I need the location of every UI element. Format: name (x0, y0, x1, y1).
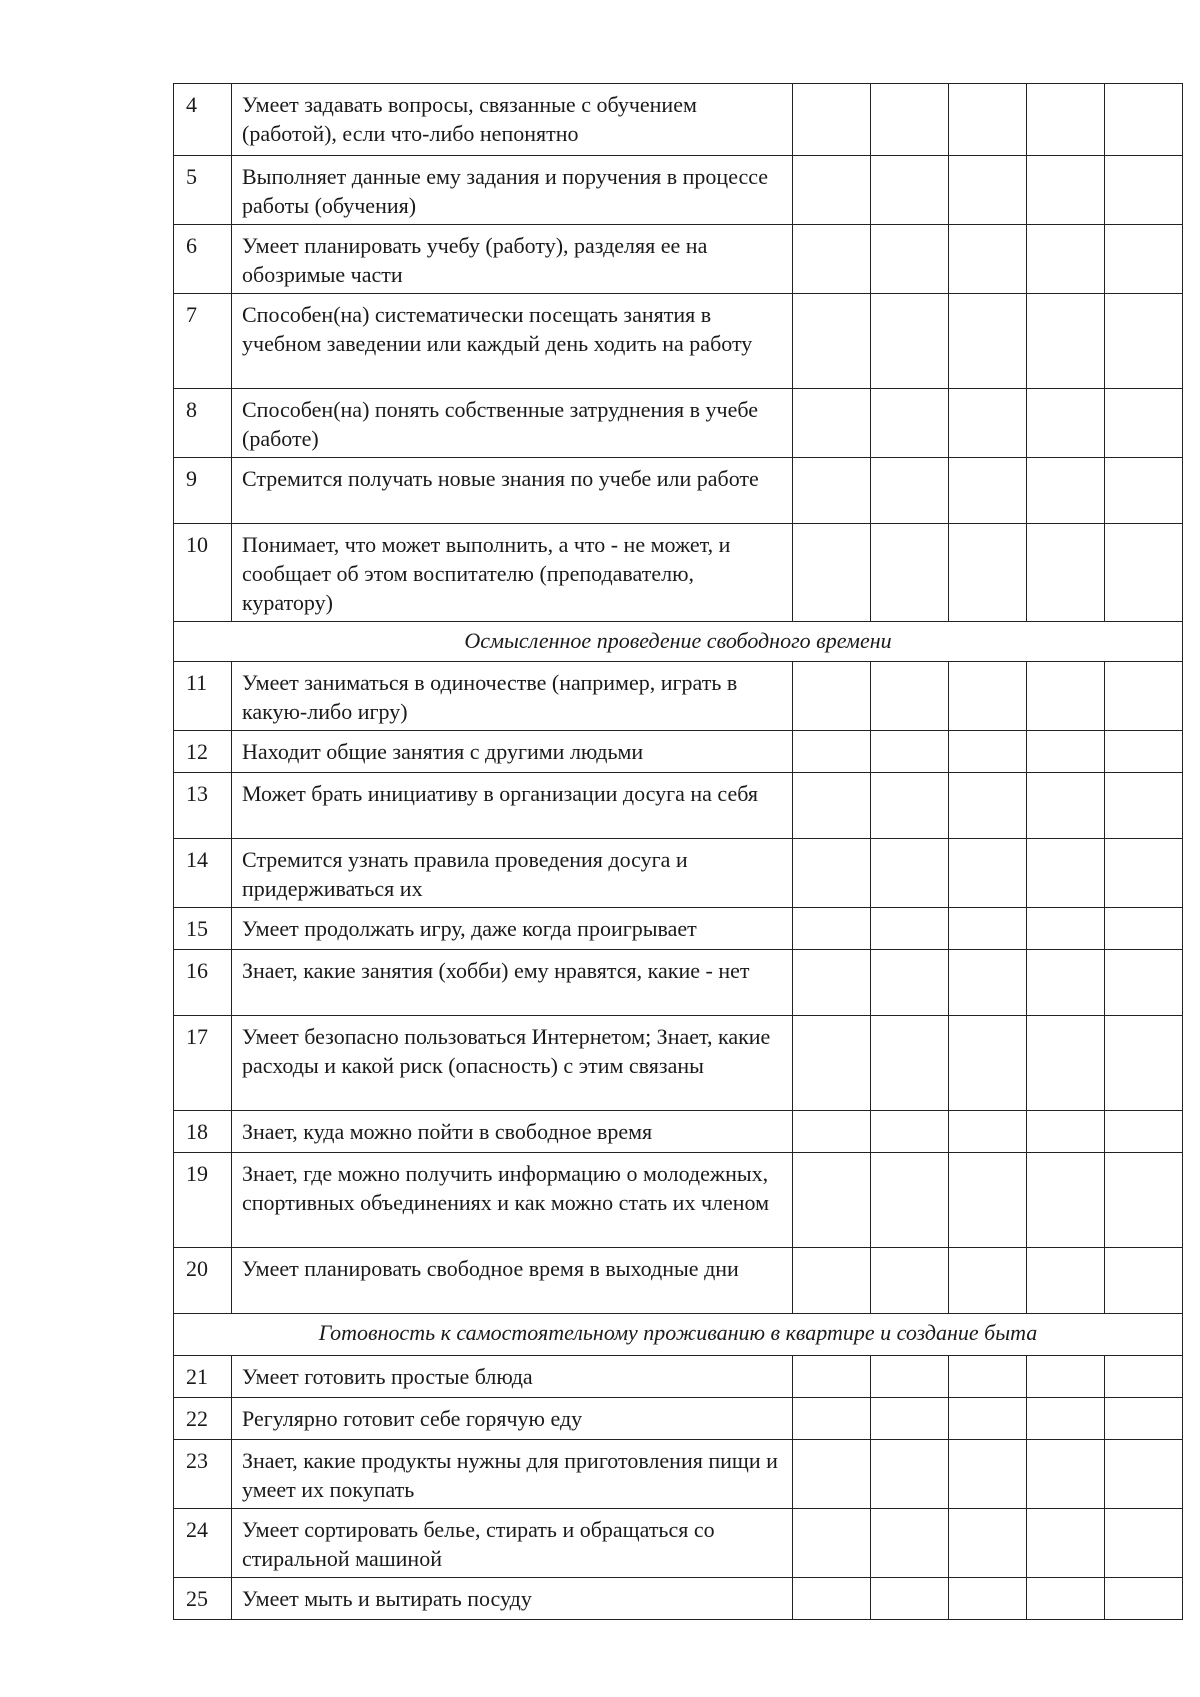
item-description: Умеет планировать свободное время в выходные дни (232, 1248, 793, 1314)
item-description: Знает, где можно получить информацию о молодежных, спортивных объединениях и как можно стать их членом (232, 1153, 793, 1248)
rating-cell-2 (871, 773, 949, 839)
rating-cell-3 (949, 458, 1027, 524)
table-row (174, 1356, 1183, 1398)
rating-cell-2 (871, 1248, 949, 1314)
item-number: 23 (174, 1440, 232, 1509)
rating-cell-4 (1027, 389, 1105, 458)
rating-cell-4 (1027, 524, 1105, 622)
rating-cell-1 (793, 908, 871, 950)
rating-cell-3 (949, 1111, 1027, 1153)
rating-cell-2 (871, 662, 949, 731)
rating-cell-3 (949, 389, 1027, 458)
rating-cell-4 (1027, 950, 1105, 1016)
item-description: Умеет сортировать белье, стирать и обращаться со стиральной машиной (232, 1509, 793, 1578)
item-number: 19 (174, 1153, 232, 1248)
rating-cell-4 (1027, 225, 1105, 294)
rating-cell-2 (871, 839, 949, 908)
rating-cell-2 (871, 84, 949, 156)
rating-cell-4 (1027, 84, 1105, 156)
rating-cell-4 (1027, 1440, 1105, 1509)
item-description: Может брать инициативу в организации досуга на себя (232, 773, 793, 839)
rating-cell-4 (1027, 1578, 1105, 1620)
item-number: 12 (174, 731, 232, 773)
item-number: 6 (174, 225, 232, 294)
table-row (174, 950, 1183, 1016)
item-description: Умеет задавать вопросы, связанные с обучением (работой), если что-либо непонятно (232, 84, 793, 156)
rating-cell-4 (1027, 294, 1105, 389)
rating-cell-3 (949, 294, 1027, 389)
table-row (174, 1111, 1183, 1153)
table-row (174, 458, 1183, 524)
rating-cell-3 (949, 1440, 1027, 1509)
rating-cell-3 (949, 225, 1027, 294)
item-number: 21 (174, 1356, 232, 1398)
rating-cell-5 (1105, 294, 1183, 389)
item-description: Выполняет данные ему задания и поручения в процессе работы (обучения) (232, 156, 793, 225)
rating-cell-5 (1105, 1398, 1183, 1440)
rating-cell-3 (949, 1509, 1027, 1578)
item-number: 9 (174, 458, 232, 524)
rating-cell-2 (871, 389, 949, 458)
table-row (174, 1398, 1183, 1440)
rating-cell-1 (793, 839, 871, 908)
rating-cell-4 (1027, 458, 1105, 524)
rating-cell-2 (871, 908, 949, 950)
item-number: 24 (174, 1509, 232, 1578)
rating-cell-3 (949, 524, 1027, 622)
rating-cell-2 (871, 1509, 949, 1578)
table-row (174, 84, 1183, 156)
item-description: Знает, куда можно пойти в свободное время (232, 1111, 793, 1153)
rating-cell-5 (1105, 1016, 1183, 1111)
section-header-row (174, 622, 1183, 662)
item-description: Понимает, что может выполнить, а что - не может, и сообщает об этом воспитателю (преподавателю, куратору) (232, 524, 793, 622)
rating-cell-3 (949, 1398, 1027, 1440)
item-description: Находит общие занятия с другими людьми (232, 731, 793, 773)
rating-cell-5 (1105, 950, 1183, 1016)
item-description: Стремится получать новые знания по учебе или работе (232, 458, 793, 524)
rating-cell-4 (1027, 1509, 1105, 1578)
rating-cell-3 (949, 1578, 1027, 1620)
item-description: Способен(на) понять собственные затруднения в учебе (работе) (232, 389, 793, 458)
rating-cell-1 (793, 1509, 871, 1578)
table-row (174, 156, 1183, 225)
rating-cell-1 (793, 84, 871, 156)
table-row (174, 1248, 1183, 1314)
rating-cell-1 (793, 1398, 871, 1440)
rating-cell-2 (871, 156, 949, 225)
item-description: Способен(на) систематически посещать занятия в учебном заведении или каждый день ходить на работу (232, 294, 793, 389)
rating-cell-1 (793, 662, 871, 731)
item-description: Стремится узнать правила проведения досуга и придерживаться их (232, 839, 793, 908)
item-number: 18 (174, 1111, 232, 1153)
rating-cell-1 (793, 1111, 871, 1153)
table-row (174, 1509, 1183, 1578)
rating-cell-5 (1105, 225, 1183, 294)
rating-cell-5 (1105, 731, 1183, 773)
rating-cell-4 (1027, 1016, 1105, 1111)
rating-cell-1 (793, 1356, 871, 1398)
rating-cell-5 (1105, 84, 1183, 156)
table-row (174, 524, 1183, 622)
assessment-table-body (174, 84, 1183, 1620)
rating-cell-5 (1105, 1248, 1183, 1314)
rating-cell-2 (871, 1111, 949, 1153)
table-row (174, 839, 1183, 908)
rating-cell-1 (793, 1578, 871, 1620)
rating-cell-4 (1027, 839, 1105, 908)
rating-cell-5 (1105, 156, 1183, 225)
rating-cell-5 (1105, 389, 1183, 458)
rating-cell-3 (949, 839, 1027, 908)
rating-cell-2 (871, 950, 949, 1016)
table-row (174, 1153, 1183, 1248)
table-row (174, 908, 1183, 950)
table-row (174, 731, 1183, 773)
rating-cell-1 (793, 458, 871, 524)
rating-cell-2 (871, 458, 949, 524)
item-number: 22 (174, 1398, 232, 1440)
table-row (174, 1578, 1183, 1620)
table-row (174, 1440, 1183, 1509)
rating-cell-1 (793, 225, 871, 294)
item-number: 5 (174, 156, 232, 225)
rating-cell-1 (793, 950, 871, 1016)
rating-cell-3 (949, 662, 1027, 731)
rating-cell-3 (949, 950, 1027, 1016)
rating-cell-2 (871, 1440, 949, 1509)
rating-cell-4 (1027, 1111, 1105, 1153)
rating-cell-2 (871, 1153, 949, 1248)
item-description: Умеет заниматься в одиночестве (например, играть в какую-либо игру) (232, 662, 793, 731)
rating-cell-1 (793, 294, 871, 389)
table-row (174, 389, 1183, 458)
rating-cell-5 (1105, 1111, 1183, 1153)
rating-cell-1 (793, 156, 871, 225)
rating-cell-3 (949, 1356, 1027, 1398)
assessment-table (173, 83, 1183, 1620)
item-description: Умеет планировать учебу (работу), разделяя ее на обозримые части (232, 225, 793, 294)
rating-cell-4 (1027, 1153, 1105, 1248)
rating-cell-1 (793, 773, 871, 839)
item-number: 11 (174, 662, 232, 731)
item-number: 16 (174, 950, 232, 1016)
rating-cell-2 (871, 1398, 949, 1440)
rating-cell-3 (949, 908, 1027, 950)
item-description: Умеет безопасно пользоваться Интернетом; Знает, какие расходы и какой риск (опасность) с этим связаны (232, 1016, 793, 1111)
section-header-row (174, 1314, 1183, 1356)
section-title: Осмысленное проведение свободного времени (174, 622, 1183, 662)
rating-cell-1 (793, 1016, 871, 1111)
rating-cell-5 (1105, 524, 1183, 622)
rating-cell-3 (949, 731, 1027, 773)
table-row (174, 225, 1183, 294)
rating-cell-2 (871, 1578, 949, 1620)
item-description: Умеет готовить простые блюда (232, 1356, 793, 1398)
rating-cell-1 (793, 731, 871, 773)
item-description: Умеет продолжать игру, даже когда проигрывает (232, 908, 793, 950)
table-row (174, 662, 1183, 731)
rating-cell-5 (1105, 1153, 1183, 1248)
rating-cell-4 (1027, 1398, 1105, 1440)
rating-cell-2 (871, 294, 949, 389)
rating-cell-1 (793, 389, 871, 458)
item-number: 13 (174, 773, 232, 839)
rating-cell-3 (949, 1016, 1027, 1111)
table-row (174, 773, 1183, 839)
rating-cell-4 (1027, 1248, 1105, 1314)
item-number: 4 (174, 84, 232, 156)
rating-cell-4 (1027, 773, 1105, 839)
item-number: 17 (174, 1016, 232, 1111)
rating-cell-5 (1105, 1509, 1183, 1578)
rating-cell-3 (949, 773, 1027, 839)
rating-cell-4 (1027, 662, 1105, 731)
rating-cell-1 (793, 1440, 871, 1509)
item-description: Знает, какие продукты нужны для приготовления пищи и умеет их покупать (232, 1440, 793, 1509)
section-title: Готовность к самостоятельному проживанию в квартире и создание быта (174, 1314, 1183, 1356)
rating-cell-3 (949, 1248, 1027, 1314)
rating-cell-5 (1105, 458, 1183, 524)
rating-cell-4 (1027, 908, 1105, 950)
rating-cell-3 (949, 156, 1027, 225)
rating-cell-1 (793, 1248, 871, 1314)
item-number: 20 (174, 1248, 232, 1314)
item-number: 10 (174, 524, 232, 622)
rating-cell-5 (1105, 1440, 1183, 1509)
rating-cell-4 (1027, 156, 1105, 225)
table-row (174, 294, 1183, 389)
rating-cell-2 (871, 225, 949, 294)
rating-cell-3 (949, 84, 1027, 156)
rating-cell-2 (871, 1356, 949, 1398)
rating-cell-5 (1105, 1578, 1183, 1620)
item-number: 7 (174, 294, 232, 389)
table-row (174, 1016, 1183, 1111)
rating-cell-4 (1027, 1356, 1105, 1398)
rating-cell-2 (871, 524, 949, 622)
item-number: 15 (174, 908, 232, 950)
item-description: Регулярно готовит себе горячую еду (232, 1398, 793, 1440)
rating-cell-2 (871, 731, 949, 773)
rating-cell-5 (1105, 662, 1183, 731)
rating-cell-5 (1105, 839, 1183, 908)
rating-cell-1 (793, 1153, 871, 1248)
rating-cell-3 (949, 1153, 1027, 1248)
rating-cell-2 (871, 1016, 949, 1111)
item-description: Знает, какие занятия (хобби) ему нравятся, какие - нет (232, 950, 793, 1016)
item-number: 14 (174, 839, 232, 908)
item-number: 8 (174, 389, 232, 458)
item-number: 25 (174, 1578, 232, 1620)
rating-cell-4 (1027, 731, 1105, 773)
item-description: Умеет мыть и вытирать посуду (232, 1578, 793, 1620)
rating-cell-5 (1105, 908, 1183, 950)
rating-cell-5 (1105, 1356, 1183, 1398)
rating-cell-5 (1105, 773, 1183, 839)
rating-cell-1 (793, 524, 871, 622)
